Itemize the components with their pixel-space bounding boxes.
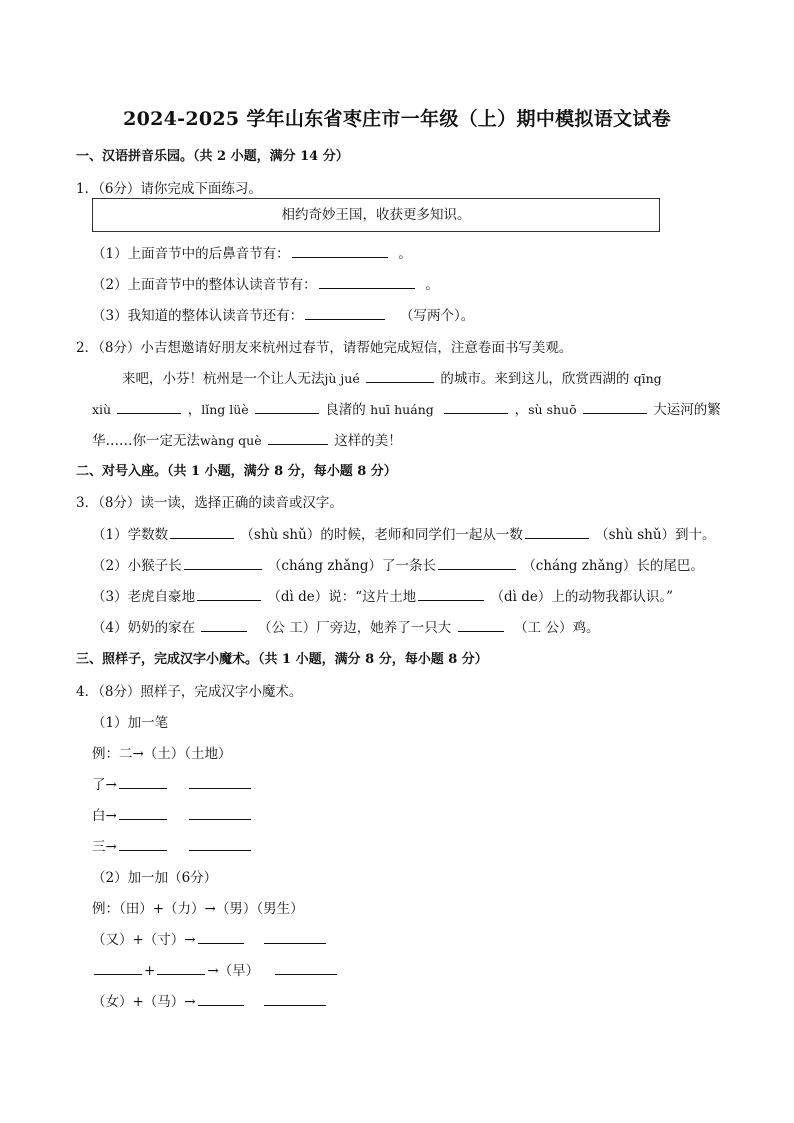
q4-part-2-example: 例：（田）+（力）→（男）（男生） [92, 901, 304, 917]
answer-blank[interactable] [292, 243, 388, 258]
answer-blank[interactable] [305, 305, 385, 320]
page-title: 2024-2025 学年山东省枣庄市一年级（上）期中模拟语文试卷 [123, 108, 671, 130]
section-heading-1: 一、汉语拼音乐园。（共 2 小题，满分 14 分） [76, 149, 349, 164]
answer-blank[interactable] [268, 430, 328, 445]
q3-row-1 [92, 523, 716, 543]
q1-item-2-tail: 。 [425, 277, 439, 293]
q4-prompt: （女）+（马）→ [92, 994, 196, 1010]
q1-item-1 [92, 242, 412, 262]
q2-text: 的城市。来到这儿，欣赏西湖的 [440, 371, 630, 387]
q1-item-2 [92, 273, 439, 293]
q2-line-2 [92, 398, 721, 418]
q3-row-3 [92, 585, 673, 605]
q3-text: （cháng zhǎng）长的尾巴。 [522, 558, 704, 574]
answer-blank[interactable] [319, 274, 415, 289]
q3-text: （dì de）上的动物我都认识。” [490, 589, 674, 605]
answer-blank[interactable] [264, 991, 326, 1006]
q4-part-1-row [92, 835, 253, 855]
q4-prompt: 白→ [92, 808, 117, 824]
q1-item-3-text: （3）我知道的整体认读音节还有： [92, 308, 304, 324]
q3-row-2 [92, 554, 704, 574]
q4-prompt: （又）+（寸）→ [92, 932, 196, 948]
q2-text: 这样的美！ [334, 433, 402, 449]
q2-line-1 [122, 367, 662, 387]
answer-blank[interactable] [201, 617, 247, 632]
syllable-box [92, 198, 660, 232]
answer-blank[interactable] [119, 805, 167, 820]
q2-text: 华……你一定无法 [92, 433, 200, 449]
answer-blank[interactable] [275, 960, 337, 975]
q2-text: 大运河的繁 [653, 402, 721, 418]
q3-text: （dì de）说：“这片土地 [267, 589, 417, 605]
pinyin-prompt: wàng què [200, 433, 262, 448]
answer-blank[interactable] [189, 836, 251, 851]
q4-prompt: 了→ [92, 777, 117, 793]
q3-text: （shù shǔ）的时候，老师和同学们一起从一数 [240, 527, 523, 543]
answer-blank[interactable] [525, 524, 589, 539]
question-1-stem: 1．（6分）请你完成下面练习。 [76, 181, 262, 197]
pinyin-prompt: lǐng lüè [201, 402, 249, 417]
q4-part-2-row [92, 959, 339, 979]
q4-part-1-row [92, 773, 253, 793]
q3-text: （4）奶奶的家在 [92, 620, 196, 636]
q1-item-1-tail: 。 [398, 246, 412, 262]
pinyin-prompt: jù jué [324, 371, 360, 386]
answer-blank[interactable] [189, 805, 251, 820]
answer-blank[interactable] [458, 617, 504, 632]
answer-blank[interactable] [418, 586, 484, 601]
section-heading-2: 二、对号入座。（共 1 小题，满分 8 分，每小题 8 分） [76, 464, 397, 479]
q4-prompt: 三→ [92, 839, 117, 855]
q4-part-2-row [92, 990, 328, 1010]
answer-blank[interactable] [366, 368, 434, 383]
q3-text: （公 工）厂旁边，她养了一只大 [257, 620, 452, 636]
answer-blank[interactable] [189, 774, 251, 789]
plus-sign: + [144, 963, 156, 979]
answer-blank[interactable] [255, 399, 319, 414]
pinyin-prompt: xiù [92, 402, 112, 417]
answer-blank[interactable] [184, 555, 262, 570]
q2-text: 良渚的 [325, 402, 366, 418]
q1-item-1-text: （1）上面音节中的后鼻音节有： [92, 246, 290, 262]
q2-text: 来吧，小芬！杭州是一个让人无法 [122, 371, 325, 387]
q4-prompt: →（早） [207, 963, 260, 979]
answer-blank[interactable] [438, 555, 516, 570]
q3-text: （cháng zhǎng）了一条长 [267, 558, 437, 574]
q3-row-4 [92, 616, 599, 636]
section-heading-3: 三、照样子，完成汉字小魔术。（共 1 小题，满分 8 分，每小题 8 分） [76, 652, 488, 667]
q2-text: ， [187, 402, 202, 418]
answer-blank[interactable] [444, 399, 508, 414]
q4-part-1-heading: （1）加一笔 [92, 715, 169, 731]
q3-text: （1）学数数 [92, 527, 169, 543]
question-2-stem: 2．（8分）小吉想邀请好朋友来杭州过春节，请帮她完成短信，注意卷面书写美观。 [76, 340, 573, 356]
question-3-stem: 3．（8分）读一读，选择正确的读音或汉字。 [76, 495, 343, 511]
q3-text: （工 公）鸡。 [514, 620, 600, 636]
pinyin-prompt: qīng [633, 371, 662, 386]
answer-blank[interactable] [119, 836, 167, 851]
q4-part-2-row [92, 928, 328, 948]
pinyin-prompt: sù shuō [528, 402, 577, 417]
answer-blank[interactable] [198, 991, 244, 1006]
q1-item-3 [92, 304, 474, 324]
answer-blank[interactable] [94, 960, 142, 975]
question-4-stem: 4．（8分）照样子，完成汉字小魔术。 [76, 684, 303, 700]
q4-part-1-example: 例：二→（土）（土地） [92, 746, 232, 762]
answer-blank[interactable] [583, 399, 647, 414]
answer-blank[interactable] [157, 960, 205, 975]
answer-blank[interactable] [264, 929, 326, 944]
answer-blank[interactable] [170, 524, 234, 539]
answer-blank[interactable] [119, 774, 167, 789]
q4-part-2-heading: （2）加一加（6分） [92, 870, 218, 886]
answer-blank[interactable] [198, 929, 244, 944]
q2-line-3 [92, 429, 402, 449]
q1-item-3-tail: （写两个）。 [399, 308, 475, 324]
q4-part-1-row [92, 804, 253, 824]
pinyin-prompt: huī huáng [370, 402, 434, 417]
answer-blank[interactable] [117, 399, 181, 414]
syllable-box-text: 相约奇妙王国，收获更多知识。 [281, 207, 471, 223]
q2-text: ， [514, 402, 529, 418]
answer-blank[interactable] [197, 586, 261, 601]
q3-text: （shù shǔ）到十。 [595, 527, 716, 543]
q3-text: （3）老虎自豪地 [92, 589, 196, 605]
q3-text: （2）小猴子长 [92, 558, 182, 574]
q1-item-2-text: （2）上面音节中的整体认读音节有： [92, 277, 317, 293]
